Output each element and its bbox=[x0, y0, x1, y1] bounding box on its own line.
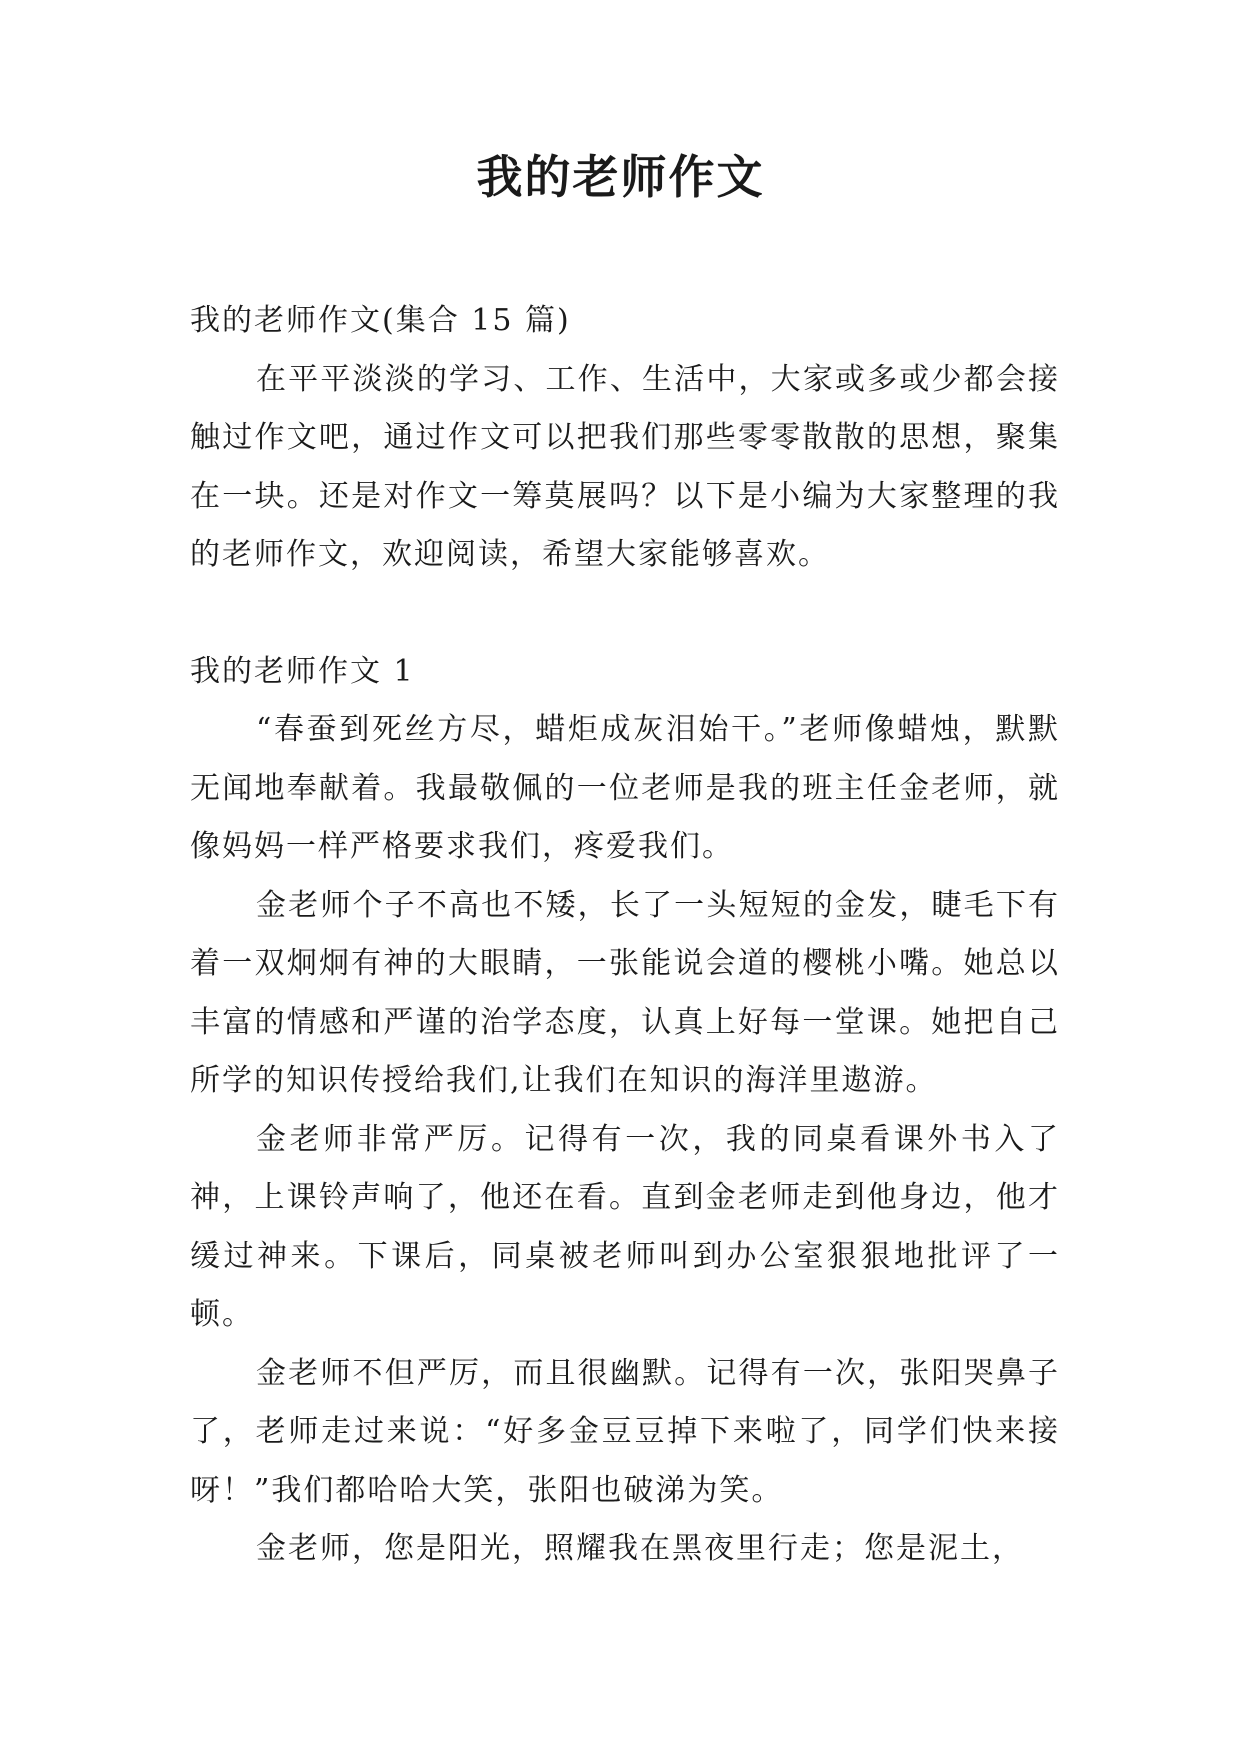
section-spacer bbox=[190, 585, 1060, 643]
collection-subtitle: 我的老师作文(集合 15 篇) bbox=[190, 303, 571, 338]
body-paragraph: 金老师个子不高也不矮，长了一头短短的金发，睫毛下有着一双炯炯有神的大眼睛，一张能说会道的樱桃小嘴。她总以丰富的情感和严谨的治学态度，认真上好每一堂课。她把自己所学的知识传授给我们,让我们在知识的海洋里遨游。 bbox=[190, 887, 1060, 1098]
body-paragraph: 金老师不但严厉，而且很幽默。记得有一次，张阳哭鼻子了，老师走过来说：“好多金豆豆掉下来啦了，同学们快来接呀！”我们都哈哈大笑，张阳也破涕为笑。 bbox=[190, 1355, 1060, 1508]
document-title: 我的老师作文 bbox=[476, 150, 765, 204]
intro-paragraph: 在平平淡淡的学习、工作、生活中，大家或多或少都会接触过作文吧，通过作文可以把我们那些零零散散的思想，聚集在一块。还是对作文一筹莫展吗？以下是小编为大家整理的我的老师作文，欢迎阅读，希望大家能够喜欢。 bbox=[190, 361, 1060, 572]
body-paragraph: “春蚕到死丝方尽，蜡炬成灰泪始干。”老师像蜡烛，默默无闻地奉献着。我最敬佩的一位老师是我的班主任金老师，就像妈妈一样严格要求我们，疼爱我们。 bbox=[190, 712, 1060, 864]
body-paragraph: 金老师，您是阳光，照耀我在黑夜里行走；您是泥土， bbox=[256, 1531, 1024, 1566]
section-heading: 我的老师作文 1 bbox=[190, 653, 415, 689]
document-body bbox=[190, 292, 1060, 1579]
body-paragraph: 金老师非常严厉。记得有一次，我的同桌看课外书入了神，上课铃声响了，他还在看。直到金老师走到他身边，他才缓过神来。下课后，同桌被老师叫到办公室狠狠地批评了一顿。 bbox=[190, 1121, 1060, 1332]
